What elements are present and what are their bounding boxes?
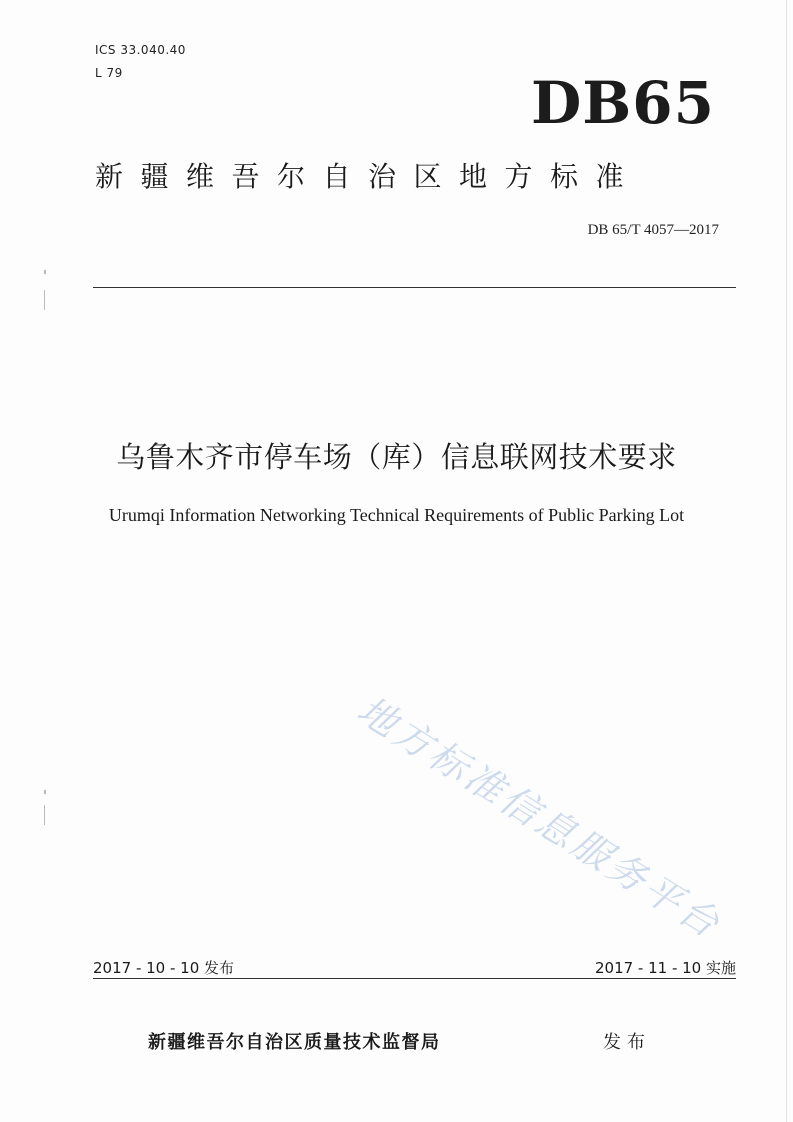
document-title-chinese: 乌鲁木齐市停车场（库）信息联网技术要求 <box>116 440 677 474</box>
issue-label: 发布 <box>603 1032 651 1053</box>
scan-edge <box>786 0 787 1122</box>
top-divider <box>93 287 736 288</box>
margin-mark <box>44 270 46 274</box>
implementation-date: 2017 - 11 - 10 实施 <box>594 959 736 977</box>
standard-number: DB 65/T 4057—2017 <box>587 222 719 238</box>
issuing-authority: 新疆维吾尔自治区质量技术监督局 <box>148 1032 441 1053</box>
watermark: 地方标准信息服务平台 <box>349 687 730 948</box>
ics-code: ICS 33.040.40 <box>95 43 186 57</box>
margin-mark <box>44 790 46 794</box>
db65-logo: DB65 <box>530 69 715 137</box>
margin-mark <box>44 805 45 825</box>
issue-date: 2017 - 10 - 10 发布 <box>93 959 235 977</box>
document-title-english: Urumqi Information Networking Technical Requirements of Public Parking Lot <box>108 505 685 525</box>
bottom-divider <box>93 978 736 979</box>
ccs-code: L 79 <box>95 66 123 80</box>
standard-category-title: 新疆维吾尔自治区地方标准 <box>95 160 642 193</box>
margin-mark <box>44 290 45 310</box>
